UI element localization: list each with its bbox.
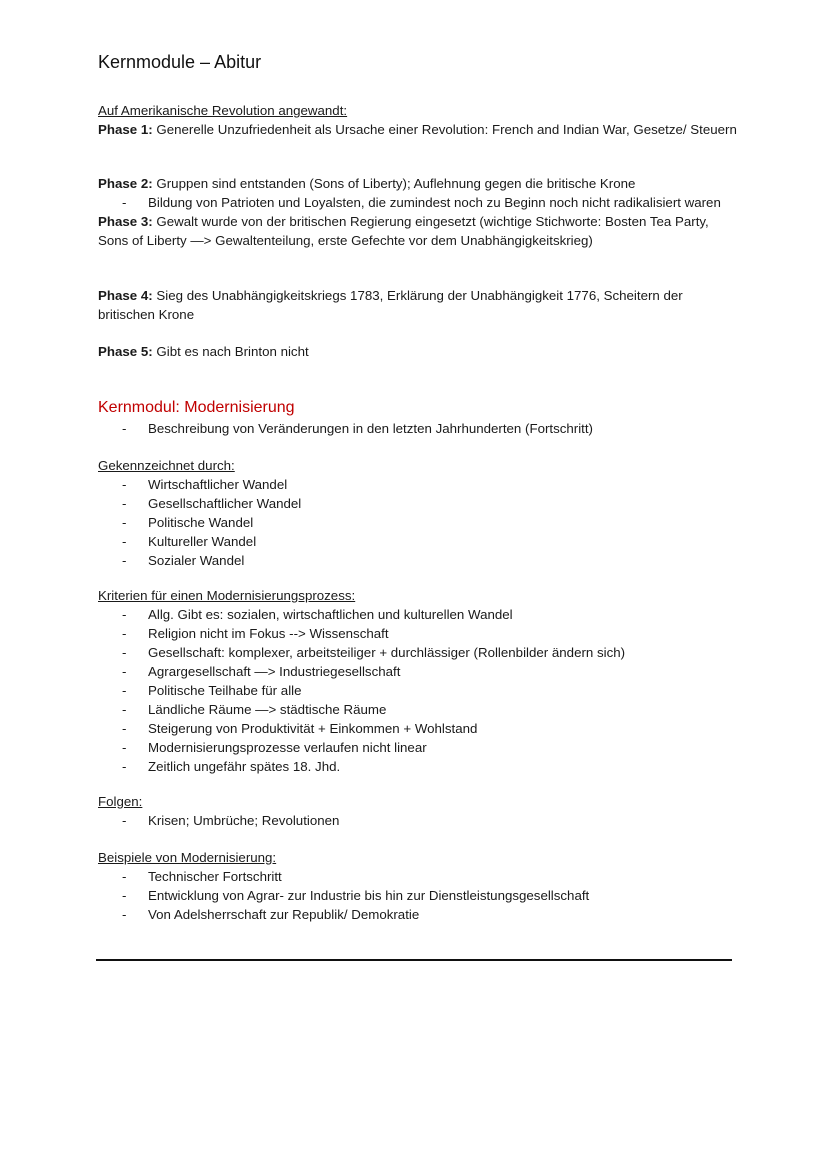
phase-1-paragraph bbox=[98, 120, 738, 139]
phase-2-paragraph bbox=[98, 174, 738, 193]
phase-5-text: Gibt es nach Brinton nicht bbox=[152, 344, 309, 359]
kriterien-block bbox=[98, 586, 738, 776]
folgen-list bbox=[98, 811, 738, 830]
beispiele-block bbox=[98, 848, 738, 924]
phase-3-label: Phase 3: bbox=[98, 214, 153, 229]
folgen-heading: Folgen: bbox=[98, 794, 143, 809]
list-item: - Technischer Fortschritt bbox=[98, 867, 738, 886]
beispiele-heading: Beispiele von Modernisierung: bbox=[98, 850, 277, 865]
revolution-section bbox=[98, 101, 738, 139]
phase-4-paragraph bbox=[98, 286, 738, 324]
list-item: - Allg. Gibt es: sozialen, wirtschaftlichen und kulturellen Wandel bbox=[98, 605, 738, 624]
horizontal-rule bbox=[96, 959, 732, 961]
phase-3-text: Gewalt wurde von der britischen Regierung eingesetzt (wichtige Stichworte: Bosten Tea Party, Sons of Liberty —> Gewaltenteilung, erste Gefechte vor dem Unabhängigkeitskrieg) bbox=[98, 214, 709, 248]
list-item: - Beschreibung von Veränderungen in den letzten Jahrhunderten (Fortschritt) bbox=[98, 419, 738, 438]
phase-2-label: Phase 2: bbox=[98, 176, 153, 191]
document-title: Kernmodule – Abitur bbox=[98, 52, 262, 72]
folgen-block bbox=[98, 792, 738, 830]
gekennzeichnet-list bbox=[98, 475, 738, 570]
phase-2-list bbox=[98, 193, 738, 212]
list-item: - Krisen; Umbrüche; Revolutionen bbox=[98, 811, 738, 830]
list-item: - Zeitlich ungefähr spätes 18. Jhd. bbox=[98, 757, 738, 776]
phase-2-block bbox=[98, 174, 738, 250]
list-item: - Politische Teilhabe für alle bbox=[98, 681, 738, 700]
beispiele-list bbox=[98, 867, 738, 924]
phase-5-block bbox=[98, 342, 738, 361]
phase-5-paragraph bbox=[98, 342, 738, 361]
list-item: - Agrargesellschaft —> Industriegesellschaft bbox=[98, 662, 738, 681]
gekennzeichnet-heading: Gekennzeichnet durch: bbox=[98, 458, 235, 473]
kriterien-heading: Kriterien für einen Modernisierungsprozess: bbox=[98, 588, 356, 603]
list-item: - Politische Wandel bbox=[98, 513, 738, 532]
list-item: - Kultureller Wandel bbox=[98, 532, 738, 551]
list-item: - Gesellschaftlicher Wandel bbox=[98, 494, 738, 513]
list-item: - Bildung von Patrioten und Loyalsten, die zumindest noch zu Beginn noch nicht radikalisiert waren bbox=[98, 193, 738, 212]
list-item: - Wirtschaftlicher Wandel bbox=[98, 475, 738, 494]
phase-4-text: Sieg des Unabhängigkeitskriegs 1783, Erklärung der Unabhängigkeit 1776, Scheitern der britischen Krone bbox=[98, 288, 683, 322]
list-item: - Gesellschaft: komplexer, arbeitsteiliger + durchlässiger (Rollenbilder ändern sich) bbox=[98, 643, 738, 662]
list-item: - Von Adelsherrschaft zur Republik/ Demokratie bbox=[98, 905, 738, 924]
list-item: - Religion nicht im Fokus --> Wissenschaft bbox=[98, 624, 738, 643]
phase-3-paragraph bbox=[98, 212, 738, 250]
list-item: - Steigerung von Produktivität + Einkommen + Wohlstand bbox=[98, 719, 738, 738]
list-item: - Ländliche Räume —> städtische Räume bbox=[98, 700, 738, 719]
phase-5-label: Phase 5: bbox=[98, 344, 153, 359]
modernisierung-intro-list bbox=[98, 419, 738, 438]
kriterien-list bbox=[98, 605, 738, 776]
phase-4-label: Phase 4: bbox=[98, 288, 153, 303]
phase-1-label: Phase 1: bbox=[98, 122, 153, 137]
list-item: - Sozialer Wandel bbox=[98, 551, 738, 570]
modernisierung-heading: Kernmodul: Modernisierung bbox=[98, 399, 295, 416]
revolution-heading: Auf Amerikanische Revolution angewandt: bbox=[98, 103, 348, 118]
list-item: - Modernisierungsprozesse verlaufen nicht linear bbox=[98, 738, 738, 757]
modernisierung-section bbox=[98, 397, 738, 438]
gekennzeichnet-block bbox=[98, 456, 738, 570]
phase-1-text: Generelle Unzufriedenheit als Ursache einer Revolution: French and Indian War, Gesetze/ Steuern bbox=[152, 122, 737, 137]
phase-4-block bbox=[98, 286, 738, 324]
phase-2-text: Gruppen sind entstanden (Sons of Liberty); Auflehnung gegen die britische Krone bbox=[152, 176, 636, 191]
list-item: - Entwicklung von Agrar- zur Industrie bis hin zur Dienstleistungsgesellschaft bbox=[98, 886, 738, 905]
